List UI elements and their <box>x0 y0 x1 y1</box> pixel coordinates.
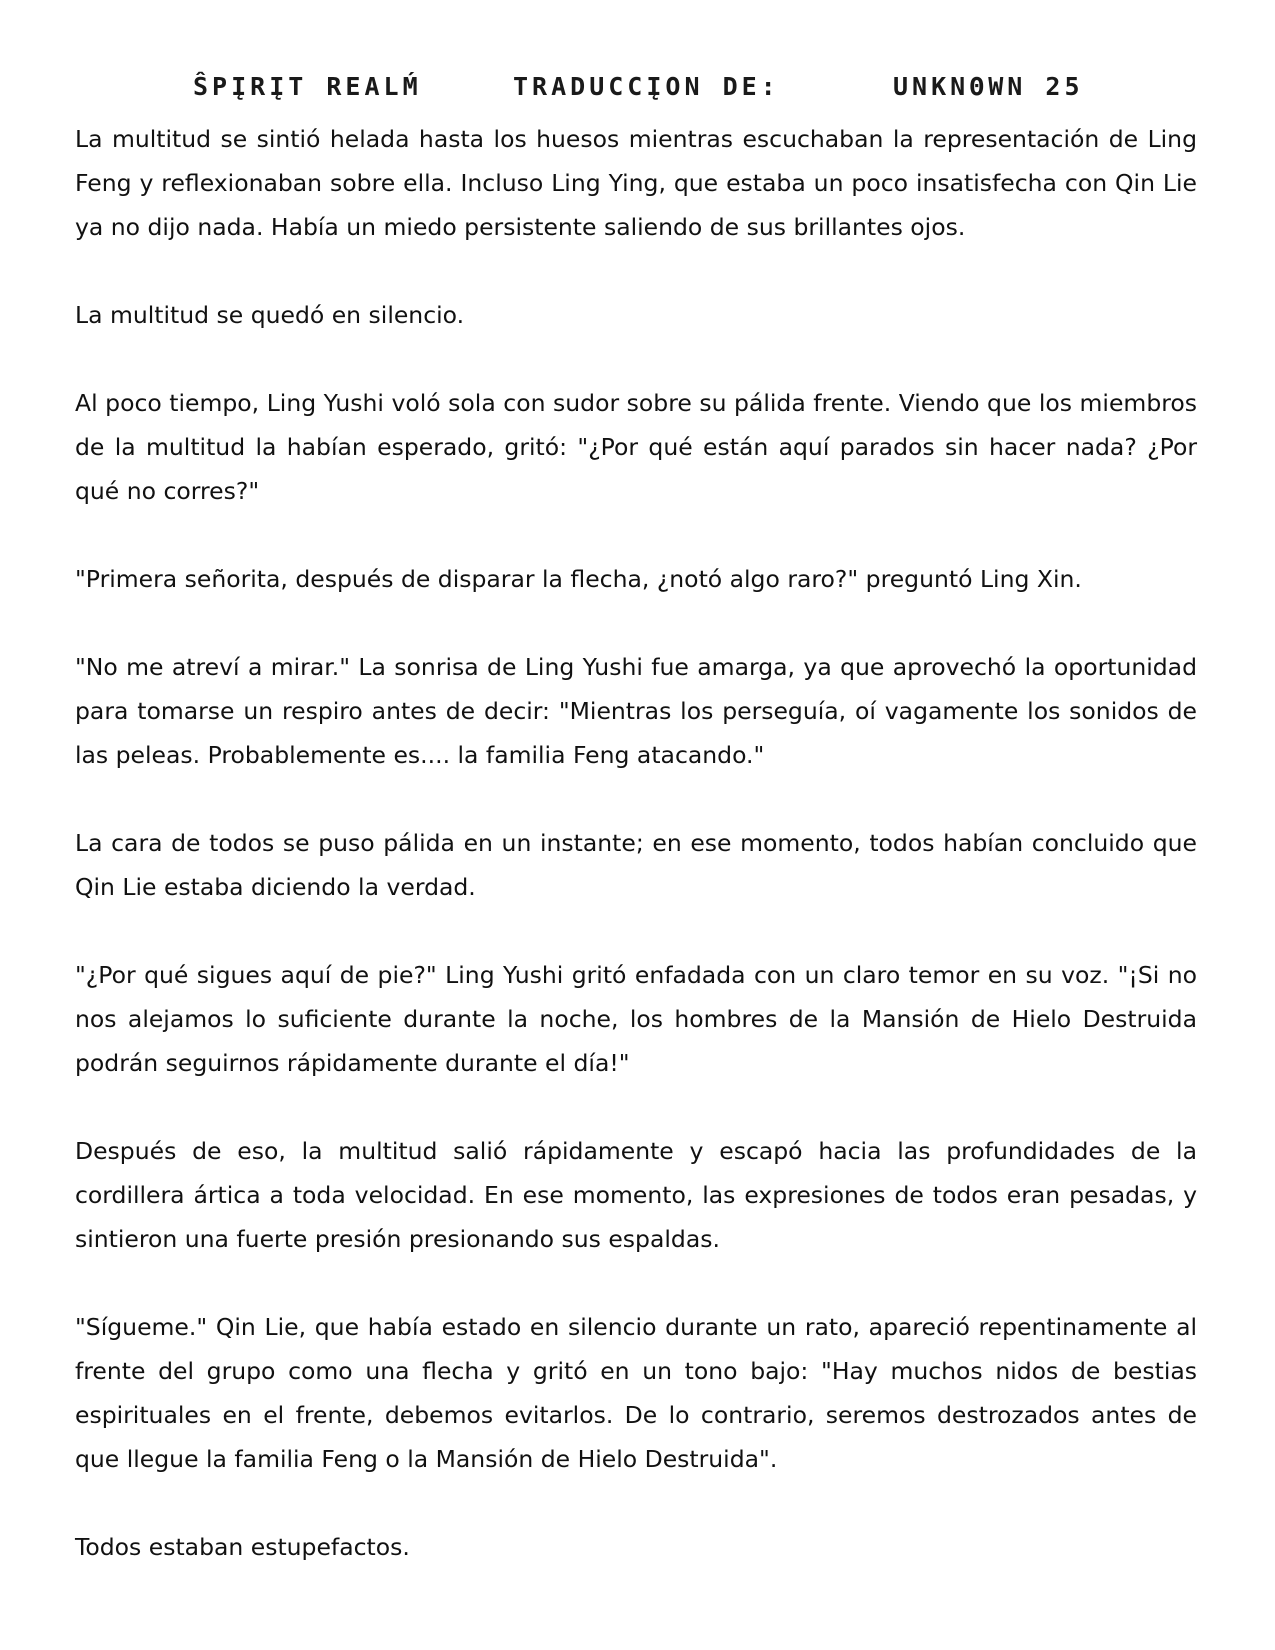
paragraph: La multitud se quedó en silencio. <box>75 301 465 329</box>
paragraph: La cara de todos se puso pálida en un instante; en ese momento, todos habían concluido que Qin Lie estaba diciendo la verdad. <box>75 829 1197 901</box>
paragraph: Después de eso, la multitud salió rápidamente y escapó hacia las profundidades de la cordillera ártica a toda velocidad. En ese momento, las expresiones de todos eran pesadas, y sintieron una fuerte presión presionando sus espaldas. <box>75 1137 1197 1253</box>
header-translator: UNKNΘWN 25 <box>893 72 1084 101</box>
paragraph: "Primera señorita, después de disparar la flecha, ¿notó algo raro?" preguntó Ling Xin. <box>75 565 1082 593</box>
paragraph: La multitud se sintió helada hasta los huesos mientras escuchaban la representación de Ling Feng y reflexionaban sobre ella. Incluso Ling Ying, que estaba un poco insatisfecha con Qin Lie ya no dijo nada. Había un miedo persistente saliendo de sus brillantes ojos. <box>75 125 1197 241</box>
header-translation-label: TRADUCCĮON DE: <box>513 72 780 101</box>
document-body <box>75 117 1197 1569</box>
paragraph: "Sígueme." Qin Lie, que había estado en silencio durante un rato, apareció repentinamente al frente del grupo como una flecha y gritó en un tono bajo: "Hay muchos nidos de bestias espirituales en el frente, debemos evitarlos. De lo contrario, seremos destrozados antes de que llegue la familia Feng o la Mansión de Hielo Destruida". <box>75 1313 1197 1473</box>
paragraph: Al poco tiempo, Ling Yushi voló sola con sudor sobre su pálida frente. Viendo que los miembros de la multitud la habían esperado, gritó: "¿Por qué están aquí parados sin hacer nada? ¿Por qué no corres?" <box>75 389 1197 505</box>
paragraph: "¿Por qué sigues aquí de pie?" Ling Yushi gritó enfadada con un claro temor en su voz. "¡Si no nos alejamos lo suficiente durante la noche, los hombres de la Mansión de Hielo Destruida podrán seguirnos rápidamente durante el día!" <box>75 961 1197 1077</box>
header-title: ŜPĮRĮT REALḾ <box>193 72 422 101</box>
paragraph: Todos estaban estupefactos. <box>75 1533 410 1561</box>
paragraph: "No me atreví a mirar." La sonrisa de Ling Yushi fue amarga, ya que aprovechó la oportunidad para tomarse un respiro antes de decir: "Mientras los perseguía, oí vagamente los sonidos de las peleas. Probablemente es.... la familia Feng atacando." <box>75 653 1197 769</box>
page-header <box>0 72 1275 112</box>
